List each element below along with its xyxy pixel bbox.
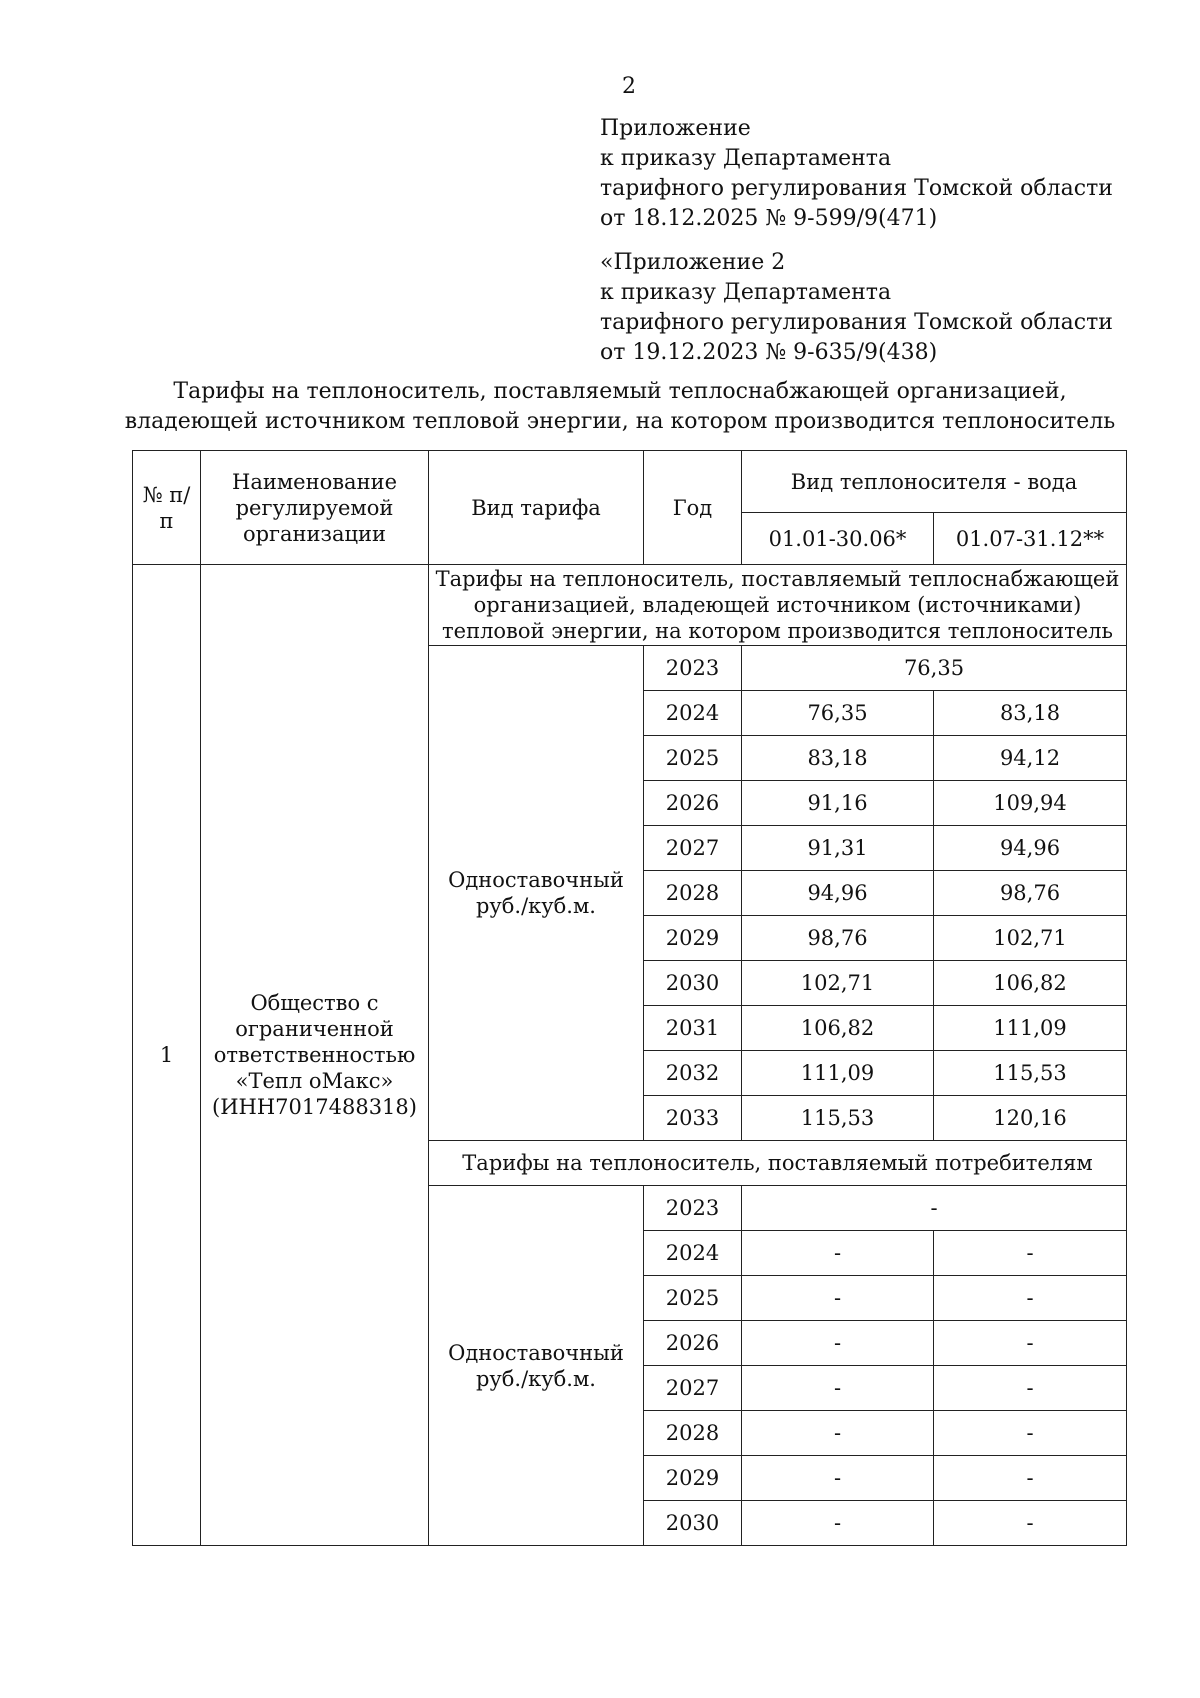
appendix-line: от 18.12.2025 № 9-599/9(471): [600, 206, 938, 231]
header-num: № п/п: [133, 451, 201, 565]
year-cell: 2023: [644, 646, 742, 691]
value-cell-h1: 91,31: [742, 826, 934, 871]
value-cell-h2: 94,96: [934, 826, 1127, 871]
header-period-1: 01.01-30.06*: [742, 513, 934, 565]
year-cell: 2030: [644, 1501, 742, 1546]
section-1-tariff-type: Одноставочный руб./куб.м.: [429, 646, 644, 1141]
value-cell-h2: -: [934, 1366, 1127, 1411]
title-line: владеющей источником тепловой энергии, на котором производится теплоноситель: [124, 409, 1116, 434]
value-cell-h1: 102,71: [742, 961, 934, 1006]
appendix-line: «Приложение 2: [600, 250, 786, 275]
value-cell-h1: -: [742, 1321, 934, 1366]
appendix-line: тарифного регулирования Томской области: [600, 176, 1113, 201]
value-cell-h2: -: [934, 1456, 1127, 1501]
value-cell-h2: 102,71: [934, 916, 1127, 961]
section-1-title: Тарифы на теплоноситель, поставляемый теплоснабжающей организацией, владеющей источником (источниками) тепловой энергии, на котором производится теплоноситель: [429, 565, 1127, 646]
value-cell-h1: 76,35: [742, 691, 934, 736]
value-cell-h2: 111,09: [934, 1006, 1127, 1051]
year-cell: 2029: [644, 916, 742, 961]
value-cell-merged: 76,35: [742, 646, 1127, 691]
value-cell-h1: 106,82: [742, 1006, 934, 1051]
year-cell: 2029: [644, 1456, 742, 1501]
year-cell: 2027: [644, 826, 742, 871]
year-cell: 2033: [644, 1096, 742, 1141]
appendix-line: к приказу Департамента: [600, 280, 892, 305]
value-cell-h2: 120,16: [934, 1096, 1127, 1141]
appendix-line: Приложение: [600, 116, 751, 141]
tariff-table: [132, 450, 1127, 1546]
value-cell-h1: 98,76: [742, 916, 934, 961]
header-organization: Наименование регулируемой организации: [201, 451, 429, 565]
value-cell-h1: 83,18: [742, 736, 934, 781]
value-cell-h1: -: [742, 1411, 934, 1456]
year-cell: 2024: [644, 1231, 742, 1276]
year-cell: 2026: [644, 781, 742, 826]
appendix-line: тарифного регулирования Томской области: [600, 310, 1113, 335]
value-cell-h1: -: [742, 1456, 934, 1501]
value-cell-h1: -: [742, 1366, 934, 1411]
header-period-2: 01.07-31.12**: [934, 513, 1127, 565]
value-cell-h1: 91,16: [742, 781, 934, 826]
section-2-title: Тарифы на теплоноситель, поставляемый потребителям: [429, 1141, 1127, 1186]
row-number: 1: [133, 565, 201, 1546]
value-cell-h2: 83,18: [934, 691, 1127, 736]
year-cell: 2028: [644, 1411, 742, 1456]
page-number: 2: [622, 74, 636, 99]
year-cell: 2027: [644, 1366, 742, 1411]
year-cell: 2031: [644, 1006, 742, 1051]
section-2-tariff-type: Одноставочный руб./куб.м.: [429, 1186, 644, 1546]
appendix-line: от 19.12.2023 № 9-635/9(438): [600, 340, 938, 365]
year-cell: 2025: [644, 736, 742, 781]
value-cell-h1: 94,96: [742, 871, 934, 916]
value-cell-h2: -: [934, 1321, 1127, 1366]
year-cell: 2024: [644, 691, 742, 736]
title-line: Тарифы на теплоноситель, поставляемый теплоснабжающей организацией,: [173, 379, 1067, 404]
value-cell-h2: -: [934, 1411, 1127, 1456]
value-cell-h1: -: [742, 1276, 934, 1321]
appendix-line: к приказу Департамента: [600, 146, 892, 171]
value-cell-h2: 106,82: [934, 961, 1127, 1006]
value-cell-h1: 115,53: [742, 1096, 934, 1141]
organization-name: Общество с ограниченной ответственностью «Тепл оМакс» (ИНН7017488318): [201, 565, 429, 1546]
appendix-previous: [600, 248, 1113, 368]
value-cell-h2: 109,94: [934, 781, 1127, 826]
year-cell: 2026: [644, 1321, 742, 1366]
document-title: [120, 377, 1120, 437]
year-cell: 2030: [644, 961, 742, 1006]
value-cell-merged: -: [742, 1186, 1127, 1231]
value-cell-h2: -: [934, 1276, 1127, 1321]
value-cell-h1: -: [742, 1501, 934, 1546]
header-carrier: Вид теплоносителя - вода: [742, 451, 1127, 513]
header-year: Год: [644, 451, 742, 565]
year-cell: 2032: [644, 1051, 742, 1096]
value-cell-h2: 115,53: [934, 1051, 1127, 1096]
value-cell-h2: -: [934, 1231, 1127, 1276]
value-cell-h1: 111,09: [742, 1051, 934, 1096]
value-cell-h2: 94,12: [934, 736, 1127, 781]
value-cell-h2: 98,76: [934, 871, 1127, 916]
header-tariff-type: Вид тарифа: [429, 451, 644, 565]
value-cell-h2: -: [934, 1501, 1127, 1546]
year-cell: 2028: [644, 871, 742, 916]
year-cell: 2025: [644, 1276, 742, 1321]
appendix-current: [600, 114, 1113, 234]
year-cell: 2023: [644, 1186, 742, 1231]
value-cell-h1: -: [742, 1231, 934, 1276]
